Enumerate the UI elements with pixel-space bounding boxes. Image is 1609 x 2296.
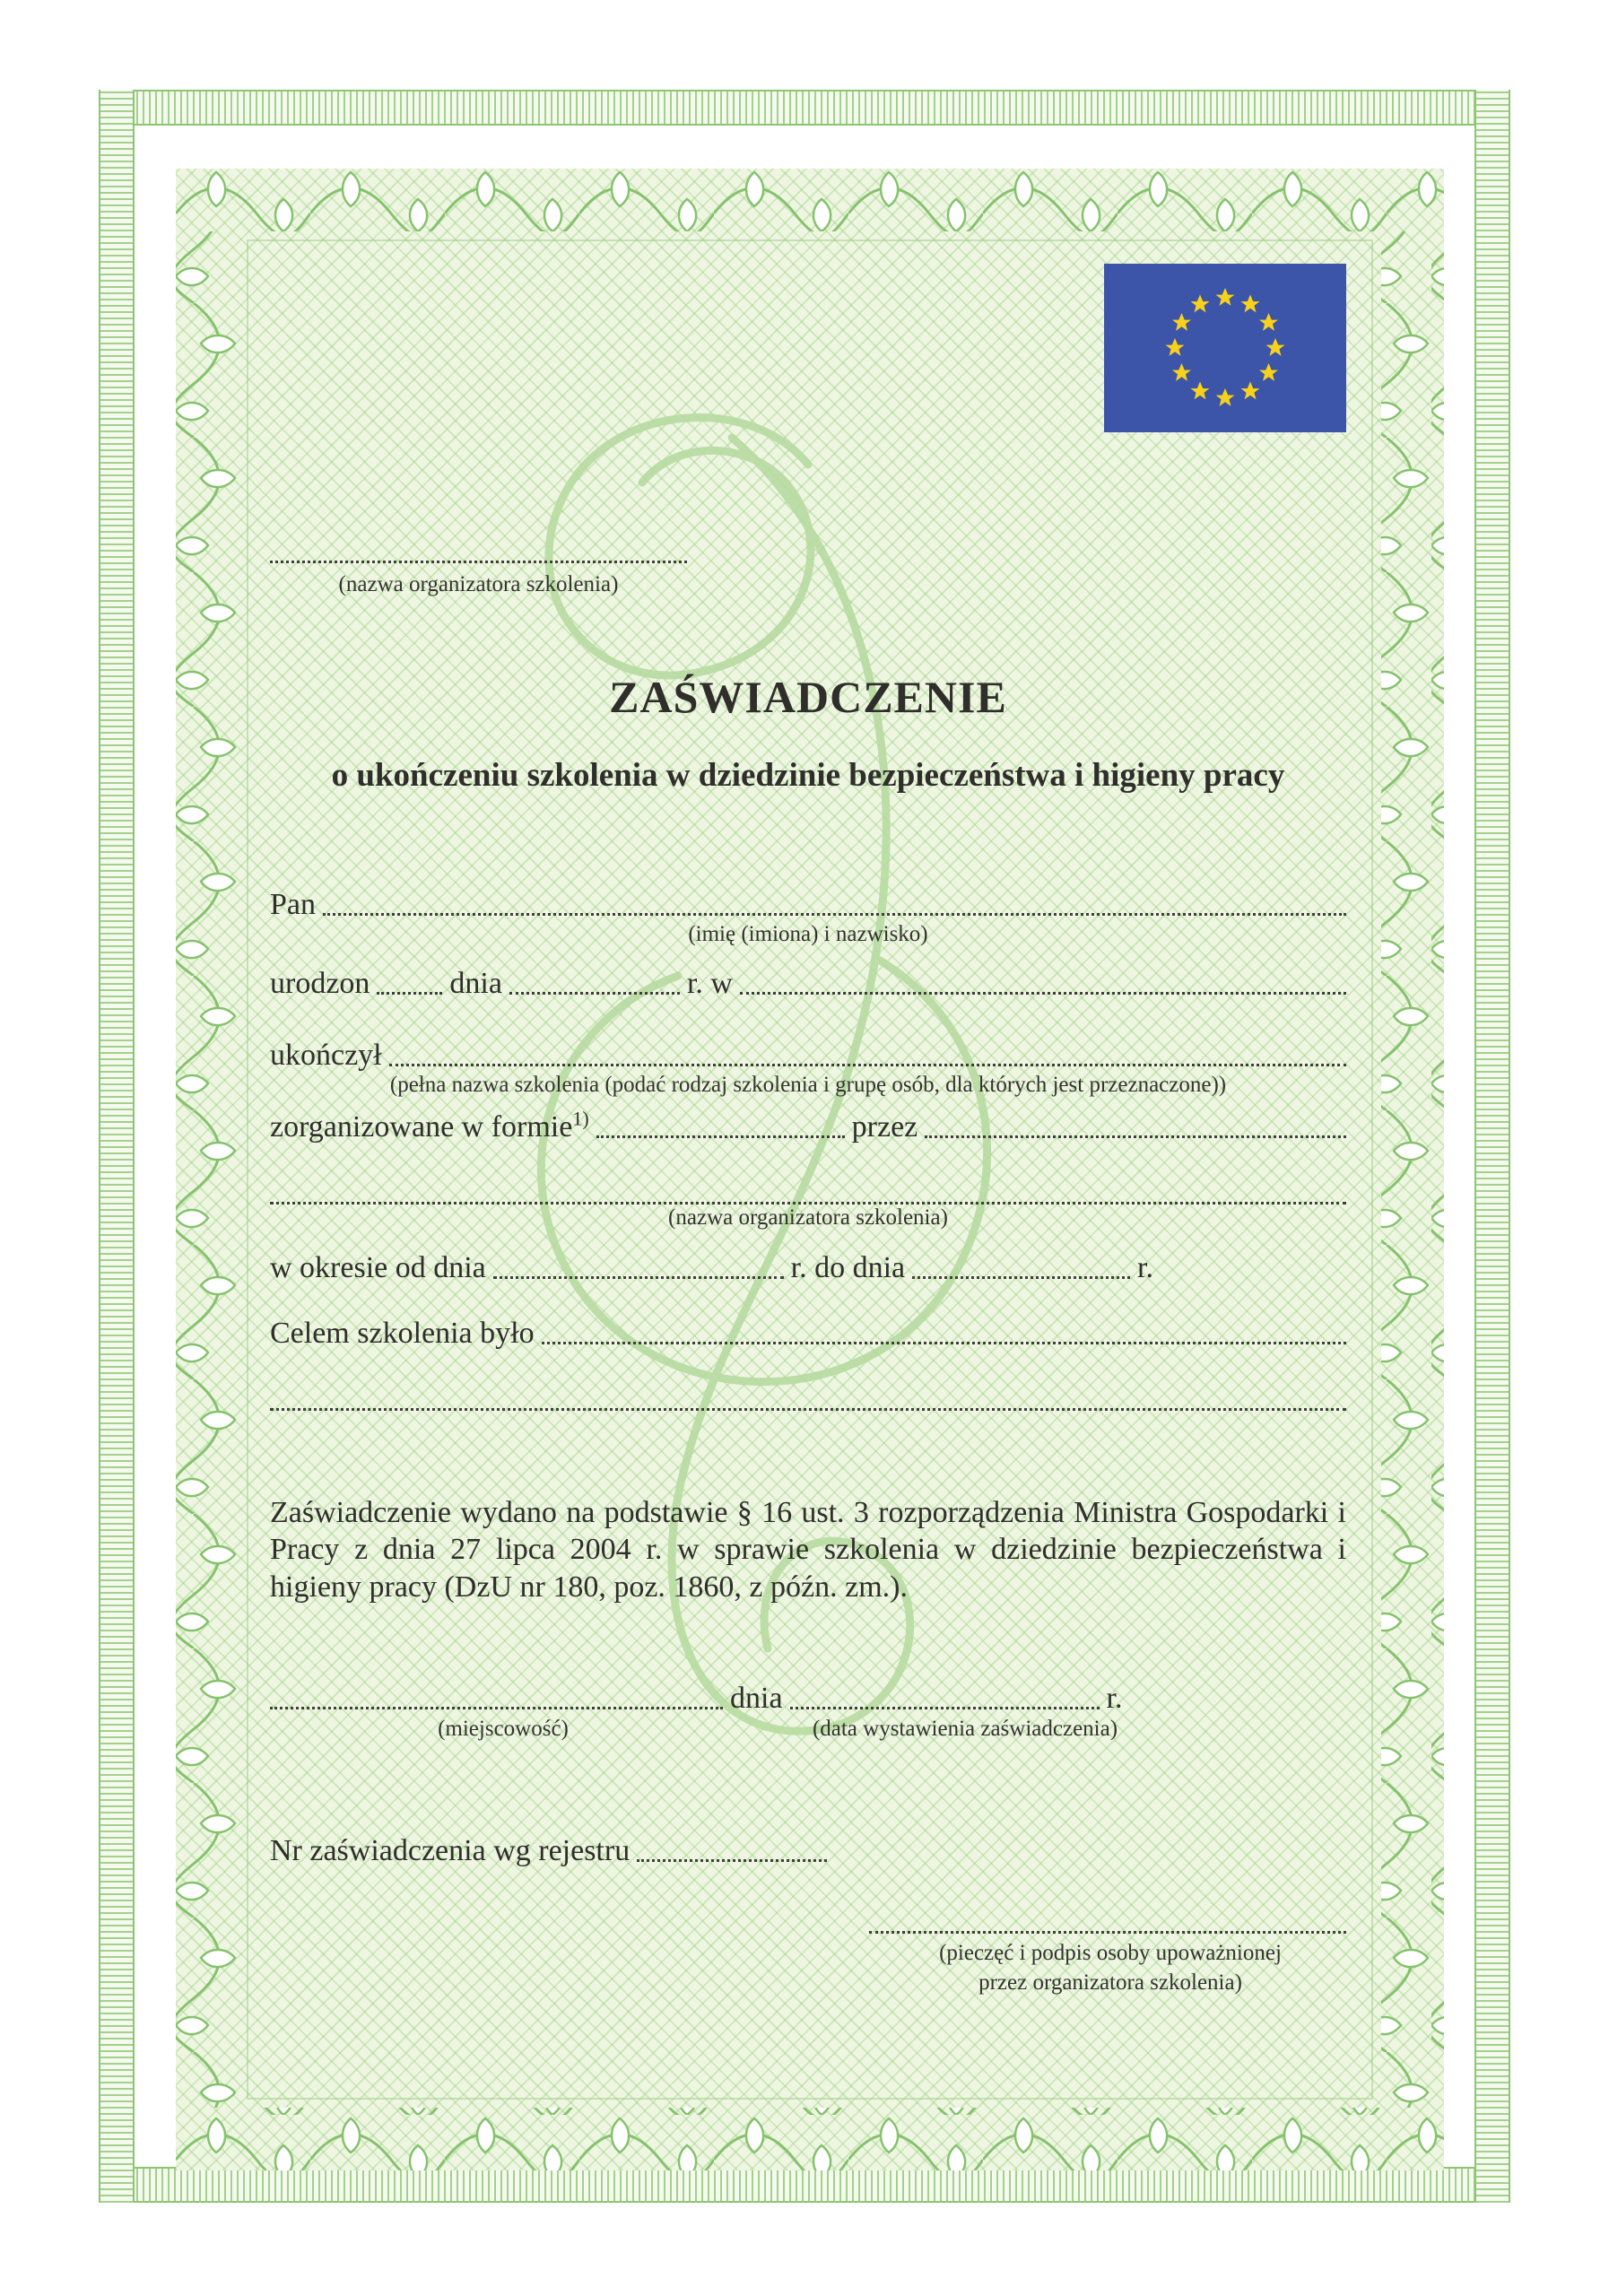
completed-field-sublabel: [270, 1071, 1346, 1100]
field-row-form: [270, 1107, 1346, 1144]
period-to-blank: [912, 1276, 1130, 1279]
legal-basis-paragraph: [270, 1494, 1346, 1605]
organizer-name-line: [270, 532, 687, 570]
name-field-label: Pan: [270, 887, 316, 921]
certificate-subtitle-text: o ukończeniu szkolenia w dziedzinie bezpieczeństwa i higieny pracy: [331, 757, 1285, 794]
by-label: przez: [851, 1109, 918, 1144]
registry-field-label: Nr zaświadczenia wg rejestru: [270, 1833, 631, 1867]
certificate-subtitle: [270, 756, 1346, 795]
purpose-field-label: Celem szkolenia było: [270, 1316, 535, 1350]
date-blank: [790, 1707, 1100, 1709]
purpose-field-blank: [542, 1342, 1346, 1344]
field-row-name: [270, 884, 1346, 922]
date-year-label: r.: [1106, 1681, 1123, 1715]
dotted-blank: [270, 561, 687, 563]
registry-field-blank: [637, 1859, 827, 1862]
signature-line: [869, 1902, 1346, 1940]
period-from-label: w okresie od dnia: [270, 1250, 486, 1284]
date-sublabel-text: (data wystawienia zaświadczenia): [812, 1717, 1118, 1741]
signature-blank: [869, 1931, 1346, 1934]
place-sublabel-text: (miejscowość): [438, 1717, 569, 1741]
birth-place-label: r. w: [686, 966, 733, 1000]
signature-sublabel-line1: (pieczęć i podpis osoby upoważnionej: [939, 1941, 1282, 1965]
by-field-blank: [925, 1135, 1346, 1138]
border-frame-left: [99, 90, 135, 2203]
border-frame-bottom: [99, 2167, 1510, 2203]
birth-suffix-blank: [377, 992, 442, 995]
purpose-continuation-line: [270, 1379, 1346, 1417]
birth-date-blank: [509, 992, 680, 995]
border-frame-top: [99, 90, 1510, 126]
footnote-marker: 1): [572, 1107, 589, 1130]
period-from-blank: [493, 1276, 784, 1279]
birth-field-label: urodzon: [270, 966, 370, 1000]
organizer-name-sublabel: [270, 570, 687, 600]
place-sublabel: [324, 1715, 683, 1744]
name-field-sublabel-text: (imię (imiona) i nazwisko): [688, 922, 928, 946]
organizer2-sublabel-text: (nazwa organizatora szkolenia): [668, 1205, 948, 1230]
completed-field-sublabel-text: (pełna nazwa szkolenia (podać rodzaj szkolenia i grupę osób, dla których jest przeznaczone)): [389, 1073, 1227, 1097]
birth-date-label: dnia: [449, 966, 502, 1000]
completed-field-label: ukończył: [270, 1038, 382, 1072]
name-field-sublabel: [270, 920, 1346, 950]
completed-field-blank: [389, 1064, 1346, 1066]
signature-sublabel: [873, 1939, 1348, 1997]
organizer2-sublabel: [270, 1204, 1346, 1233]
certificate-content: [270, 169, 1346, 2170]
form-field-label: [270, 1109, 589, 1144]
certificate-panel: [176, 169, 1444, 2170]
border-frame-right: [1474, 90, 1510, 2203]
place-blank: [270, 1707, 723, 1709]
name-field-blank: [323, 913, 1346, 916]
field-row-completed: [270, 1035, 1346, 1073]
field-row-registry: [270, 1831, 1346, 1868]
date-dnia-label: dnia: [730, 1681, 783, 1715]
legal-basis-text: Zaświadczenie wydano na podstawie § 16 ust. 3 rozporządzenia Ministra Gospodarki i Pracy z dnia 27 lipca 2004 r. w sprawie szkolenia w dziedzinie bezpieczeństwa i higieny pracy (DzU nr 180, poz. 1860, z późn. zm.).: [270, 1496, 1346, 1604]
field-row-birth: [270, 963, 1346, 1001]
period-year-label: r.: [1137, 1250, 1153, 1284]
date-sublabel: [759, 1715, 1171, 1744]
certificate-title: [270, 671, 1346, 723]
field-row-purpose: [270, 1313, 1346, 1351]
birth-place-blank: [740, 992, 1346, 995]
period-to-label: r. do dnia: [790, 1250, 906, 1284]
form-field-blank: [596, 1135, 845, 1138]
certificate-title-text: ZAŚWIADCZENIE: [609, 672, 1007, 722]
purpose-continuation-blank: [270, 1408, 1346, 1411]
organizer-name-sublabel-text: (nazwa organizatora szkolenia): [338, 572, 619, 596]
field-row-place-date: [270, 1678, 1167, 1716]
eu-flag: [1104, 264, 1346, 432]
form-field-label-text: zorganizowane w formie: [270, 1109, 573, 1144]
signature-sublabel-line2: przez organizatora szkolenia): [978, 1970, 1242, 1995]
field-row-period: [270, 1248, 1153, 1285]
